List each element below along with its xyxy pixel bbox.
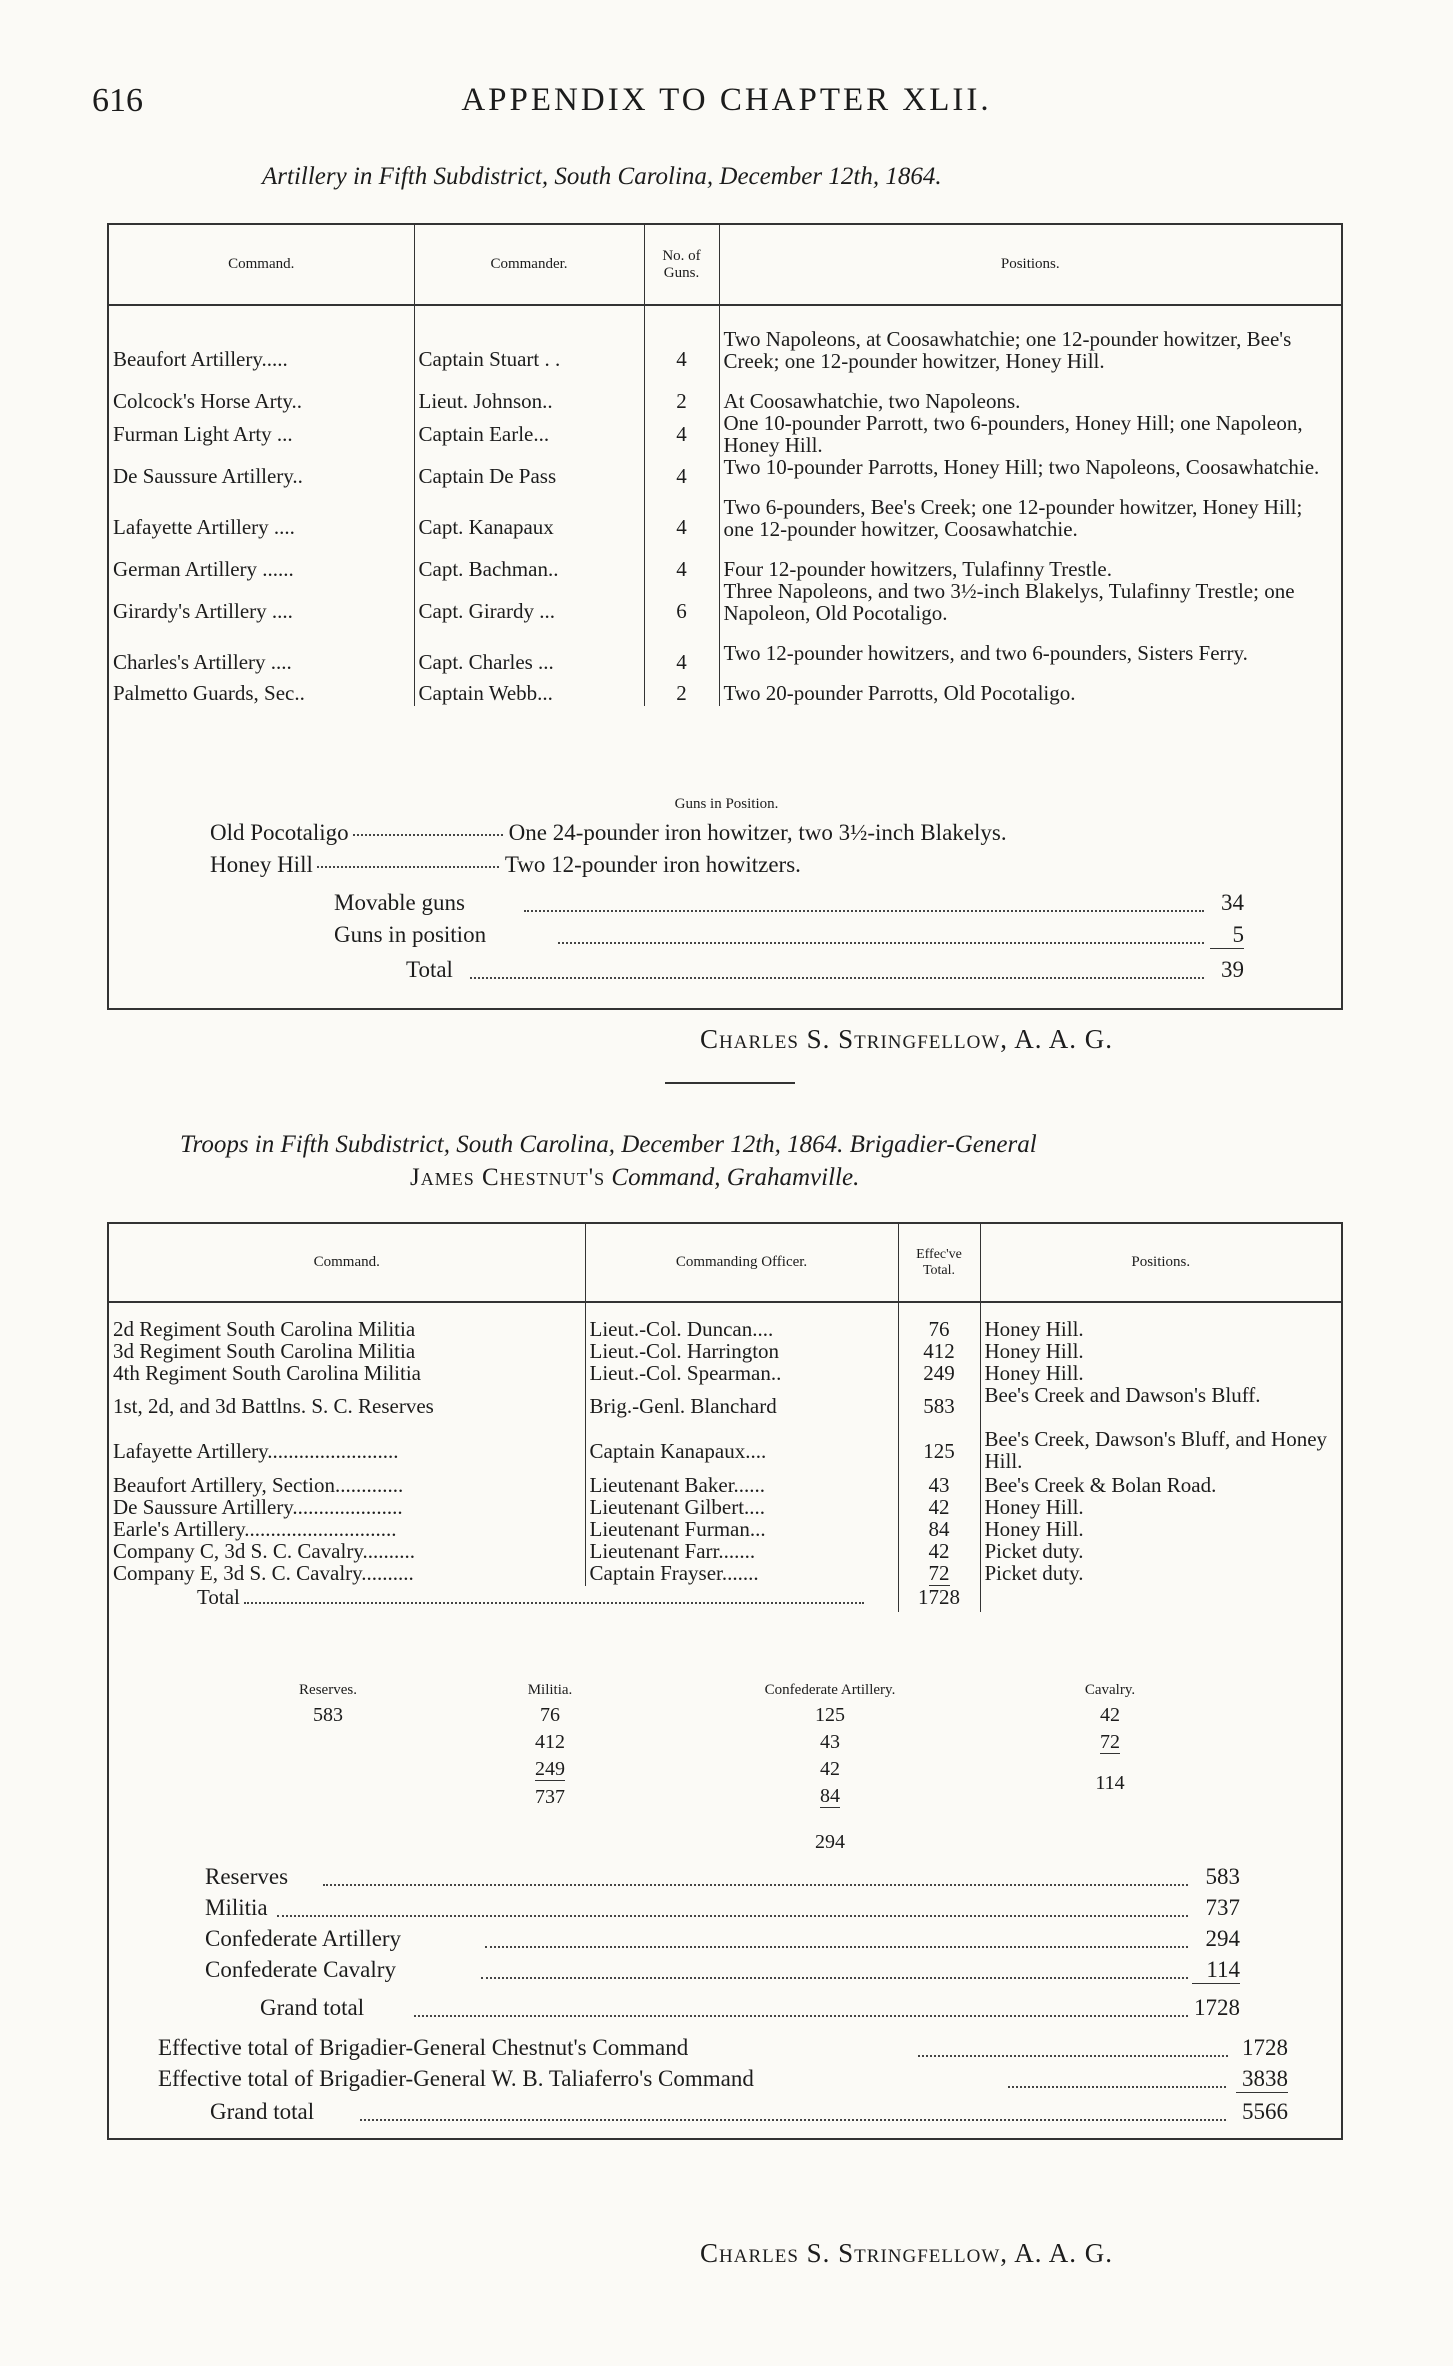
row-commander: Capt. Bachman.. bbox=[414, 558, 644, 580]
breakdown-value: 76 bbox=[540, 1704, 560, 1726]
table-row bbox=[109, 496, 1341, 558]
signature: Charles S. Stringfellow, A. A. G. bbox=[700, 1024, 1114, 1054]
row-positions: Picket duty. bbox=[980, 1540, 1341, 1562]
gip-row bbox=[210, 852, 801, 878]
row-guns: 4 bbox=[644, 496, 719, 558]
row-command: Lafayette Artillery .... bbox=[113, 515, 295, 539]
breakdown-value: 43 bbox=[820, 1731, 840, 1753]
row-positions: Honey Hill. bbox=[980, 1496, 1341, 1518]
breakdown-artillery-heading: Confederate Artillery. bbox=[764, 1682, 896, 1698]
effective-row bbox=[158, 2066, 1288, 2096]
summary-label: Militia bbox=[205, 1895, 268, 1920]
summary-value: 294 bbox=[1205, 1926, 1240, 1951]
row-officer: Lieut.-Col. Spearman.. bbox=[585, 1362, 898, 1384]
table-row bbox=[109, 558, 1341, 580]
table-row bbox=[109, 1474, 1341, 1496]
summary-value: 1728 bbox=[1194, 1995, 1240, 2020]
row-command: 2d Regiment South Carolina Militia bbox=[113, 1317, 416, 1341]
effective-row bbox=[158, 2035, 1288, 2065]
row-command: Lafayette Artillery......................... bbox=[113, 1439, 399, 1463]
row-positions: Four 12-pounder howitzers, Tulafinny Trestle. bbox=[719, 558, 1341, 580]
col-header-commander: Commander. bbox=[414, 225, 644, 305]
effective-label: Effective total of Brigadier-General W. B. Taliaferro's Command bbox=[158, 2066, 754, 2091]
row-officer: Captain Frayser....... bbox=[585, 1562, 898, 1586]
summary-row bbox=[205, 1864, 1240, 1894]
table-row bbox=[109, 328, 1341, 390]
artillery-table bbox=[109, 225, 1341, 706]
breakdown-sum: 737 bbox=[535, 1786, 565, 1808]
table-row bbox=[109, 1318, 1341, 1340]
row-positions: Three Napoleons, and two 3½-inch Blakelys, Tulafinny Trestle; one Napoleon, Old Pocotaligo. bbox=[719, 580, 1341, 642]
row-officer: Lieut.-Col. Duncan.... bbox=[585, 1318, 898, 1340]
breakdown-reserves-heading: Reserves. bbox=[299, 1682, 357, 1698]
row-total: 583 bbox=[898, 1384, 980, 1428]
running-head: APPENDIX TO CHAPTER XLII. bbox=[461, 82, 992, 118]
table-row bbox=[109, 682, 1341, 706]
row-command: Charles's Artillery .... bbox=[113, 650, 292, 674]
row-command: Company C, 3d S. C. Cavalry.......... bbox=[113, 1539, 415, 1563]
leader-dots bbox=[481, 1977, 1188, 1979]
col-header-command: Command. bbox=[109, 225, 414, 305]
effective-label: Effective total of Brigadier-General Chestnut's Command bbox=[158, 2035, 689, 2060]
row-command: 1st, 2d, and 3d Battlns. S. C. Reserves bbox=[113, 1394, 434, 1418]
table-row bbox=[109, 456, 1341, 496]
row-guns: 4 bbox=[644, 642, 719, 682]
gip-desc: One 24-pounder iron howitzer, two 3½-inch Blakelys. bbox=[508, 820, 1007, 845]
summary-label: Grand total bbox=[260, 1995, 365, 2020]
row-officer: Captain Kanapaux.... bbox=[585, 1428, 898, 1474]
col-header-officer: Commanding Officer. bbox=[585, 1224, 898, 1302]
row-positions: Two 20-pounder Parrotts, Old Pocotaligo. bbox=[719, 682, 1341, 706]
table-row bbox=[109, 390, 1341, 412]
table-row bbox=[109, 1428, 1341, 1474]
row-command: Colcock's Horse Arty.. bbox=[113, 389, 303, 413]
row-positions: Two 12-pounder howitzers, and two 6-pounders, Sisters Ferry. bbox=[719, 642, 1341, 682]
row-command: Beaufort Artillery, Section............. bbox=[113, 1473, 404, 1497]
signature: Charles S. Stringfellow, A. A. G. bbox=[700, 2238, 1114, 2268]
row-commander: Captain Earle... bbox=[414, 412, 644, 456]
summary-label: Confederate Artillery bbox=[205, 1926, 402, 1951]
effective-label: Grand total bbox=[210, 2099, 315, 2124]
summary-row bbox=[406, 957, 1244, 987]
summary-value: 39 bbox=[1221, 957, 1244, 982]
row-total: 42 bbox=[898, 1496, 980, 1518]
row-total: 125 bbox=[898, 1428, 980, 1474]
effective-value: 3838 bbox=[1236, 2066, 1288, 2093]
breakdown-cavalry-heading: Cavalry. bbox=[1084, 1682, 1136, 1698]
leader-dots bbox=[918, 2055, 1228, 2057]
effective-value: 1728 bbox=[1242, 2035, 1288, 2060]
row-command: Girardy's Artillery .... bbox=[113, 599, 293, 623]
row-total: 412 bbox=[898, 1340, 980, 1362]
breakdown-value: 583 bbox=[313, 1704, 343, 1726]
row-positions: Honey Hill. bbox=[980, 1518, 1341, 1540]
row-guns: 4 bbox=[644, 412, 719, 456]
row-command: 3d Regiment South Carolina Militia bbox=[113, 1339, 416, 1363]
row-positions: One 10-pounder Parrott, two 6-pounders, Honey Hill; one Napoleon, Honey Hill. bbox=[719, 412, 1341, 456]
summary-label: Guns in position bbox=[334, 922, 487, 947]
row-commander: Captain De Pass bbox=[414, 456, 644, 496]
row-positions: Two 6-pounders, Bee's Creek; one 12-pounder howitzer, Honey Hill; one 12-pounder howitzer, Coosawhatchie. bbox=[719, 496, 1341, 558]
leader-dots bbox=[244, 1602, 864, 1604]
leader-dots bbox=[524, 910, 1204, 912]
breakdown-value: 249 bbox=[535, 1758, 565, 1780]
row-positions: Honey Hill. bbox=[980, 1362, 1341, 1384]
gip-desc: Two 12-pounder iron howitzers. bbox=[504, 852, 801, 877]
row-commander: Lieut. Johnson.. bbox=[414, 390, 644, 412]
table-row bbox=[109, 1496, 1341, 1518]
section-divider bbox=[665, 1082, 795, 1084]
troops-caption-line1: Troops in Fifth Subdistrict, South Carolina, December 12th, 1864. Brigadier-General bbox=[180, 1131, 1037, 1158]
col-header-total: Effec've Total. bbox=[898, 1224, 980, 1302]
row-guns: 4 bbox=[644, 456, 719, 496]
row-command: 4th Regiment South Carolina Militia bbox=[113, 1361, 421, 1385]
summary-row bbox=[334, 890, 1244, 920]
caption-name: James Chestnut's bbox=[410, 1164, 606, 1191]
row-command: German Artillery ...... bbox=[113, 557, 294, 581]
breakdown-sum: 294 bbox=[815, 1831, 845, 1853]
table-row bbox=[109, 412, 1341, 456]
col-header-positions: Positions. bbox=[719, 225, 1341, 305]
total-row bbox=[109, 1586, 1341, 1612]
row-command: De Saussure Artillery..................... bbox=[113, 1495, 403, 1519]
table-row bbox=[109, 1518, 1341, 1540]
summary-row bbox=[205, 1957, 1240, 1987]
summary-label: Confederate Cavalry bbox=[205, 1957, 396, 1982]
row-officer: Lieutenant Farr....... bbox=[585, 1540, 898, 1562]
table-row bbox=[109, 642, 1341, 682]
row-commander: Captain Stuart . . bbox=[414, 328, 644, 390]
row-guns: 4 bbox=[644, 328, 719, 390]
row-positions: Picket duty. bbox=[980, 1562, 1341, 1586]
gip-place: Old Pocotaligo bbox=[210, 820, 349, 845]
breakdown-value: 412 bbox=[535, 1731, 565, 1753]
col-header-positions: Positions. bbox=[980, 1224, 1341, 1302]
summary-value: 583 bbox=[1205, 1864, 1240, 1889]
leader-dots bbox=[485, 1946, 1188, 1948]
row-total: 72 bbox=[898, 1562, 980, 1586]
summary-value: 737 bbox=[1205, 1895, 1240, 1920]
summary-value: 114 bbox=[1192, 1957, 1240, 1984]
row-total: 42 bbox=[898, 1540, 980, 1562]
leader-dots bbox=[414, 2015, 1188, 2017]
row-command: Beaufort Artillery..... bbox=[113, 347, 288, 371]
row-command: Palmetto Guards, Sec.. bbox=[113, 681, 305, 705]
breakdown-militia-heading: Militia. bbox=[527, 1682, 573, 1698]
table-row bbox=[109, 1562, 1341, 1586]
leader-dots bbox=[353, 834, 503, 836]
row-total: 84 bbox=[898, 1518, 980, 1540]
row-officer: Lieutenant Furman... bbox=[585, 1518, 898, 1540]
row-command: Earle's Artillery............................. bbox=[113, 1517, 397, 1541]
row-officer: Lieutenant Gilbert.... bbox=[585, 1496, 898, 1518]
total-label: Total bbox=[197, 1585, 240, 1609]
summary-value: 34 bbox=[1221, 890, 1244, 915]
table-row bbox=[109, 580, 1341, 642]
row-command: Company E, 3d S. C. Cavalry.......... bbox=[113, 1561, 414, 1585]
gip-row bbox=[210, 820, 1007, 846]
row-officer: Lieutenant Baker...... bbox=[585, 1474, 898, 1496]
row-positions: Two 10-pounder Parrotts, Honey Hill; two Napoleons, Coosawhatchie. bbox=[719, 456, 1341, 496]
row-guns: 4 bbox=[644, 558, 719, 580]
row-positions: Bee's Creek & Bolan Road. bbox=[980, 1474, 1341, 1496]
summary-row bbox=[205, 1895, 1240, 1925]
row-commander: Captain Webb... bbox=[414, 682, 644, 706]
row-command: De Saussure Artillery.. bbox=[113, 464, 303, 488]
breakdown-value: 72 bbox=[1100, 1731, 1120, 1753]
summary-label: Movable guns bbox=[334, 890, 465, 915]
summary-label: Reserves bbox=[205, 1864, 289, 1889]
page-number: 616 bbox=[92, 82, 143, 119]
row-guns: 2 bbox=[644, 390, 719, 412]
breakdown-value: 84 bbox=[820, 1785, 840, 1807]
row-guns: 6 bbox=[644, 580, 719, 642]
summary-label: Total bbox=[406, 957, 453, 982]
row-positions: Two Napoleons, at Coosawhatchie; one 12-pounder howitzer, Bee's Creek; one 12-pounder howitzer, Honey Hill. bbox=[719, 328, 1341, 390]
summary-value: 5 bbox=[1210, 922, 1244, 949]
leader-dots bbox=[277, 1915, 1188, 1917]
row-positions: Bee's Creek, Dawson's Bluff, and Honey Hill. bbox=[980, 1428, 1341, 1474]
leader-dots bbox=[470, 977, 1204, 979]
row-commander: Capt. Girardy ... bbox=[414, 580, 644, 642]
artillery-caption: Artillery in Fifth Subdistrict, South Carolina, December 12th, 1864. bbox=[262, 163, 942, 190]
total-value: 1728 bbox=[898, 1586, 980, 1612]
troops-caption-line2 bbox=[410, 1164, 859, 1192]
col-header-guns: No. of Guns. bbox=[644, 225, 719, 305]
row-total: 249 bbox=[898, 1362, 980, 1384]
breakdown-value: 42 bbox=[1100, 1704, 1120, 1726]
table-row bbox=[109, 1540, 1341, 1562]
troops-table bbox=[109, 1224, 1341, 1612]
table-row bbox=[109, 1384, 1341, 1428]
table-row bbox=[109, 1340, 1341, 1362]
effective-value: 5566 bbox=[1242, 2099, 1288, 2124]
row-positions: Bee's Creek and Dawson's Bluff. bbox=[980, 1384, 1341, 1428]
effective-row bbox=[210, 2099, 1288, 2129]
row-positions: At Coosawhatchie, two Napoleons. bbox=[719, 390, 1341, 412]
row-command: Furman Light Arty ... bbox=[113, 422, 293, 446]
row-officer: Lieut.-Col. Harrington bbox=[585, 1340, 898, 1362]
breakdown-sum: 114 bbox=[1095, 1772, 1125, 1794]
summary-row bbox=[205, 1926, 1240, 1956]
leader-dots bbox=[317, 866, 499, 868]
gip-place: Honey Hill bbox=[210, 852, 313, 877]
row-total: 76 bbox=[898, 1318, 980, 1340]
breakdown-value: 125 bbox=[815, 1704, 845, 1726]
leader-dots bbox=[323, 1884, 1188, 1886]
summary-row bbox=[334, 922, 1244, 952]
breakdown-value: 42 bbox=[820, 1758, 840, 1780]
guns-in-position-heading: Guns in Position. bbox=[674, 796, 779, 812]
row-positions: Honey Hill. bbox=[980, 1340, 1341, 1362]
row-officer: Brig.-Genl. Blanchard bbox=[585, 1384, 898, 1428]
leader-dots bbox=[1008, 2086, 1226, 2088]
col-header-command: Command. bbox=[109, 1224, 585, 1302]
table-row bbox=[109, 1362, 1341, 1384]
row-commander: Capt. Charles ... bbox=[414, 642, 644, 682]
leader-dots bbox=[360, 2119, 1226, 2121]
row-positions: Honey Hill. bbox=[980, 1318, 1341, 1340]
caption-rest: Command, Grahamville. bbox=[611, 1164, 860, 1191]
row-commander: Capt. Kanapaux bbox=[414, 496, 644, 558]
summary-row bbox=[260, 1995, 1240, 2025]
row-total: 43 bbox=[898, 1474, 980, 1496]
row-guns: 2 bbox=[644, 682, 719, 706]
leader-dots bbox=[558, 942, 1204, 944]
